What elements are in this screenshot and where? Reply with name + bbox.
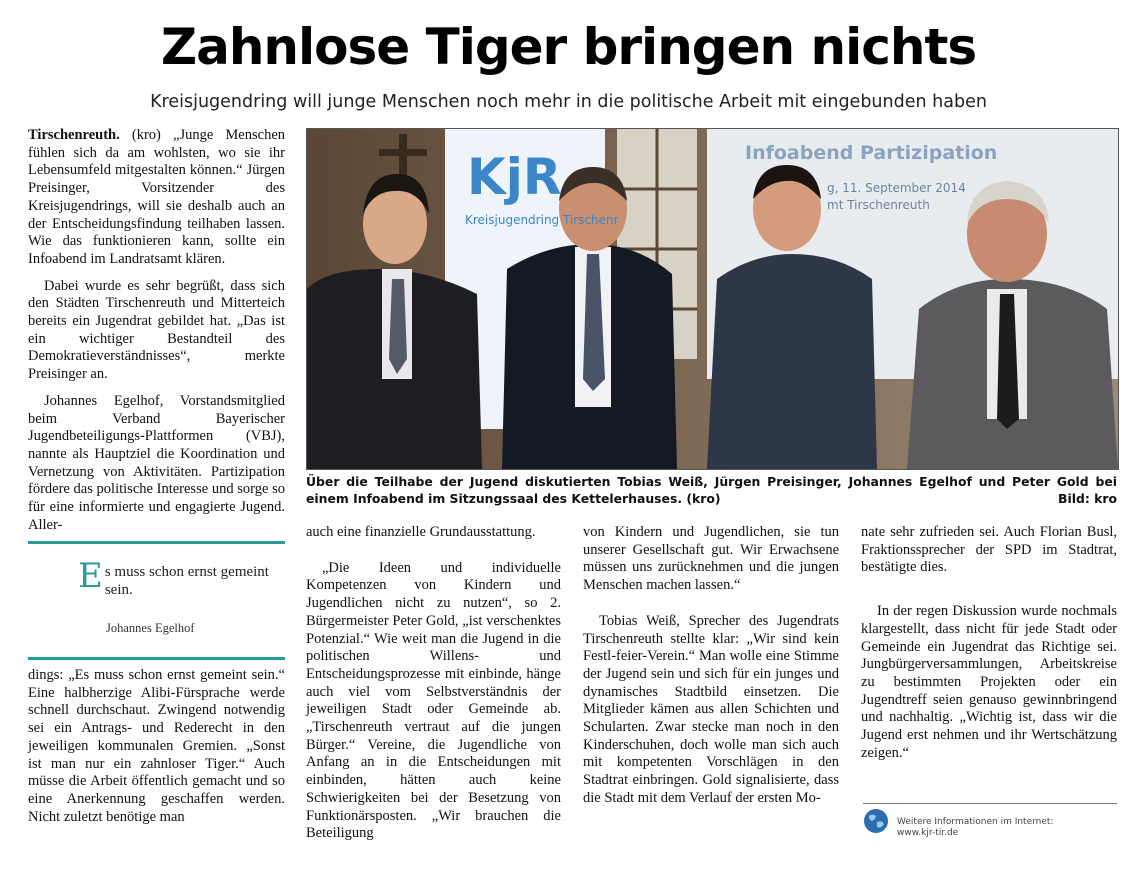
subheadline: Kreisjugendring will junge Menschen noch mehr in die politische Arbeit mit eingebunden haben [150, 92, 987, 112]
photo-caption [306, 473, 1117, 507]
banner-name: Kreisjugendring Tirschenr [465, 213, 619, 227]
paragraph-6: „Die Ideen und individuelle Kompetenzen von Kindern und Jugendlichen nicht zu nutzen“, so 2. Bürgermeister Peter Gold, „ist verschenktes Potenzial.“ Wie weit man die Jugend in die politischen Willens- und Entscheidungsprozesse mit einbinde, hänge auch viel vom Selbstverständnis der jeweiligen Stadt oder Gemeinde ab. „Tirschenreuth vertraut auf die jungen Bürger.“ Vereine, die Jugendliche von Anfang an in die Entscheidungen mit einbinden, hätten auch keine Schwierigkeiten bei der Besetzung von Funktionärsposten. „Wir brauchen die Beteiligung [306, 559, 561, 842]
quote-initial: E [78, 556, 103, 596]
quote-rule-bottom [28, 657, 285, 660]
dateline: Tirschenreuth. [28, 127, 120, 143]
slide-line-2: mt Tirschenreuth [827, 198, 930, 212]
info-link[interactable]: www.kjr-tir.de [897, 828, 959, 838]
quote-rule-top [28, 541, 285, 544]
pull-quote [28, 541, 285, 663]
info-box [863, 803, 1117, 838]
article-column-1-continued [28, 667, 285, 826]
news-photo [306, 128, 1119, 470]
paragraph-7: von Kindern und Jugendlichen, sie tun unserer Gesellschaft gut. Wir Erwachsene müssen uns zurücknehmen und die jungen Menschen machen lassen.“ [583, 524, 839, 594]
photo-credit: Bild: kro [1058, 491, 1117, 506]
info-rule [863, 803, 1117, 804]
slide-line-1: g, 11. September 2014 [827, 181, 966, 195]
article-column-3 [583, 524, 839, 808]
quote-author: Johannes Egelhof [106, 621, 195, 635]
paragraph-9: nate sehr zufrieden sei. Auch Florian Busl, Fraktionssprecher der SPD im Stadtrat, bestätigte dies. [861, 524, 1117, 576]
article-column-1 [28, 127, 285, 534]
paragraph-5: auch eine finanzielle Grundausstattung. [306, 524, 536, 540]
paragraph-3: Johannes Egelhof, Vorstandsmitglied beim Verband Bayerischer Jugendbeteiligungs-Plattformen (VBJ), nannte als Hauptziel die Koordination und Vernetzung von Aktivitäten. Partizipation fördere das politische Interesse und sorge so für eine informierte und engagierte Jugend. Aller- [28, 392, 285, 533]
banner-logo: KjR [467, 148, 562, 206]
paragraph-8: Tobias Weiß, Sprecher des Jugendrats Tirschenreuth stellte klar: „Wir sind kein Festl-feier-Verein.“ Man wolle eine Stimme der Jugend sein und sich für ein junges und dynamisches Stadtbild einsetzen. Die Mitglieder kämen aus allen Schichten und Schularten. Zwar stecke man noch in den Kinderschuhen, doch wolle man sich auch mit kompetenten Vorschlägen in den Stadtrat einbringen. Gold signalisierte, dass die Stadt mit dem Verlauf der ersten Mo- [583, 612, 839, 806]
paragraph-1: Tirschenreuth. (kro) „Junge Menschen fühlen sich da am wohlsten, wo sie ihr Lebensumfeld mitgestalten können.“ Jürgen Preisinger, Vorsitzender des Kreisjugendrings, will sie deshalb auch an der Entscheidungsfindung teilhaben lassen. Wie das funktionieren kann, sollte ein Infoabend im Landratsamt klären. [28, 127, 286, 267]
quote-text: s muss schon ernst gemeint sein. [104, 564, 269, 598]
slide-title: Infoabend Partizipation [745, 142, 998, 164]
globe-icon [863, 808, 889, 834]
caption-text: Über die Teilhabe der Jugend diskutierten Tobias Weiß, Jürgen Preisinger, Johannes Egelhof und Peter Gold bei einem Infoabend im Sitzungssaal des Kettelerhauses. (kro) [306, 474, 1117, 506]
headline: Zahnlose Tiger bringen nichts [160, 18, 977, 76]
paragraph-4: dings: „Es muss schon ernst gemeint sein.“ Eine halbherzige Alibi-Fürsprache werde schnell durchschaut. Zwingend notwendig sei ein Antrags- und Rederecht in den jeweiligen kommunalen Gremien. „Sonst ist man nur ein zahnloser Tiger.“ Auch müsse die Arbeit öffentlich gemacht und so eine Anerkennung geschaffen werden. Nicht zuletzt benötige man [28, 667, 285, 825]
info-text: Weitere Informationen im Internet: [897, 817, 1054, 827]
paragraph-10: In der regen Diskussion wurde nochmals klargestellt, dass nicht für jede Stadt oder Gemeinde ein Jugendrat das Richtige sei. Jungbürgerversammlungen, Arbeitskreise zu bestimmten Projekten oder ein Jugendtreff seien genauso gewinnbringend und nachhaltig. „Wichtig ist, dass wir die Jugend erst nehmen und ihr Wertschätzung zeigen.“ [861, 603, 1117, 761]
photo-illustration [307, 129, 1118, 469]
article-column-4 [861, 524, 1117, 762]
article-column-2 [306, 524, 561, 843]
paragraph-2: Dabei wurde es sehr begrüßt, dass sich den Städten Tirschenreuth und Mitterteich bereits ein Jugendrat gebildet hat. „Das ist ein wichtiger Bestandteil des Demokratieverständnisses“, merkte Preisinger an. [28, 277, 285, 383]
